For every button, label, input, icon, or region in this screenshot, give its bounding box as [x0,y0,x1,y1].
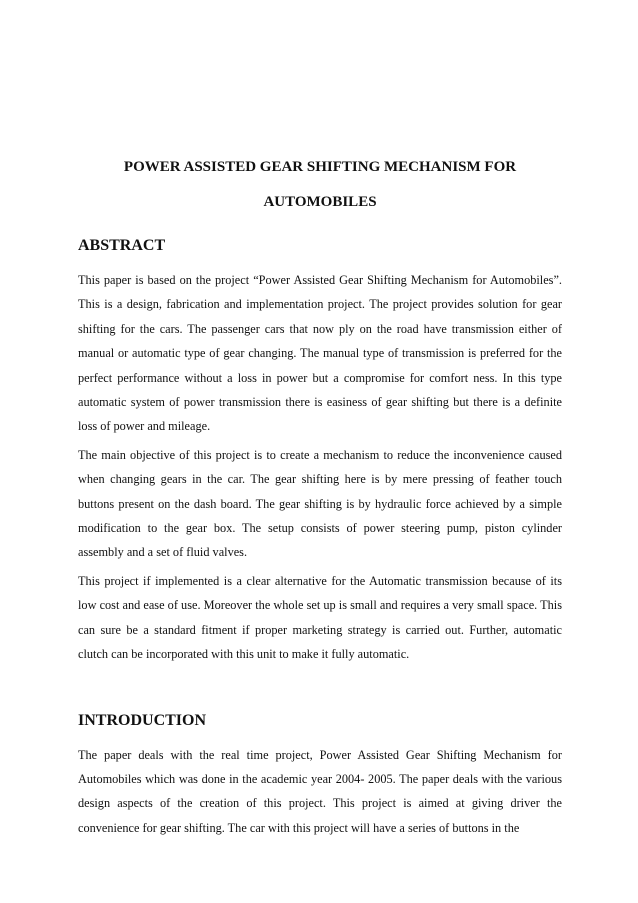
introduction-heading: INTRODUCTION [78,711,207,729]
paper-title-line-1: POWER ASSISTED GEAR SHIFTING MECHANISM FOR [123,159,517,175]
paper-title [78,158,562,212]
abstract-heading: ABSTRACT [78,237,166,254]
abstract-paragraph-1: This paper is based on the project “Power Assisted Gear Shifting Mechanism for Automobiles”. This is a design, fabrication and implementation project. The project provides solution for gear shifting for the cars. The passenger cars that now ply on the road have transmission either of manual or automatic type of gear changing. The manual type of transmission is preferred for the perfect performance without a loss in power but a compromise for comfort ness. In this type automatic system of power transmission there is easiness of gear shifting but there is a definite loss of power and mileage. [78,273,562,434]
abstract-paragraph-3: This project if implemented is a clear alternative for the Automatic transmission because of its low cost and ease of use. Moreover the whole set up is small and requires a very small space. This can sure be a standard fitment if proper marketing strategy is carried out. Further, automatic clutch can be incorporated with this unit to make it fully automatic. [78,573,562,662]
abstract-paragraph-2: The main objective of this project is to create a mechanism to reduce the inconvenience caused when changing gears in the car. The gear shifting here is by mere pressing of feather touch buttons present on the dash board. The gear shifting is by hydraulic force achieved by a simple modification to the gear box. The setup consists of power steering pump, piston cylinder assembly and a set of fluid valves. [78,447,562,560]
paper-page [78,158,562,840]
introduction-paragraph-1: The paper deals with the real time project, Power Assisted Gear Shifting Mechanism for Automobiles which was done in the academic year 2004- 2005. The paper deals with the various design aspects of the creation of this project. This project is aimed at giving driver the convenience for gear shifting. The car with this project will have a series of buttons in the [78,747,562,835]
paper-title-line-2: AUTOMOBILES [263,194,377,210]
